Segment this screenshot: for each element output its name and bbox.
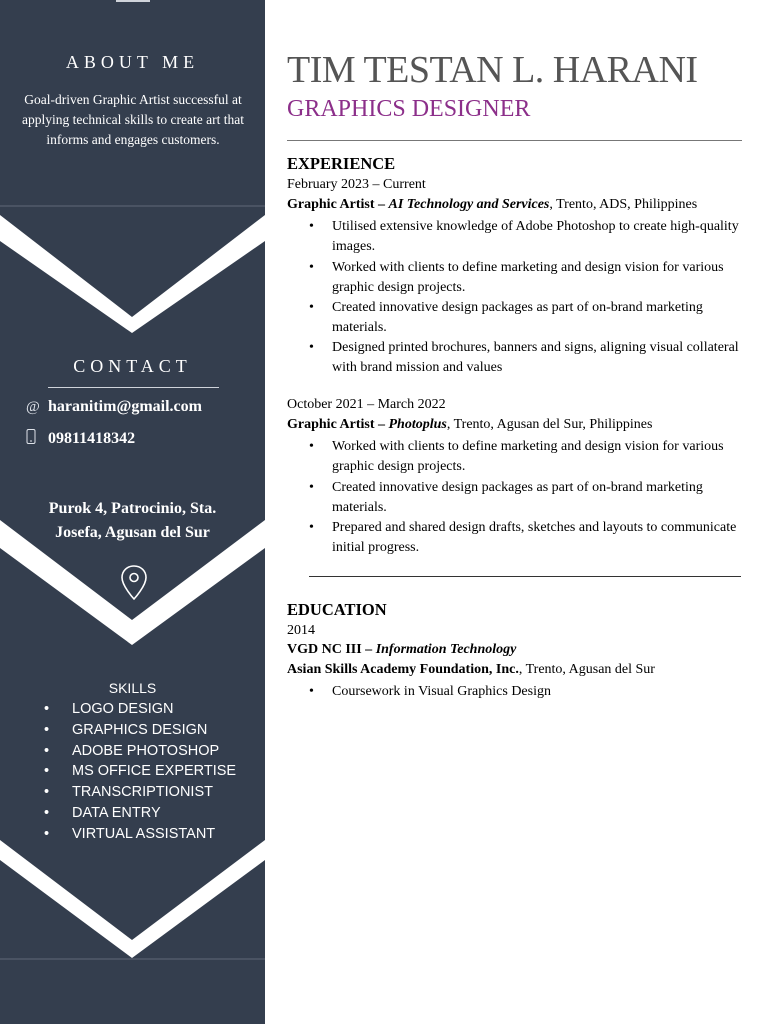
education-degree [287,642,516,658]
job-bullet: • Created innovative design packages as part of on-brand marketing materials. [309,298,741,338]
experience-heading: EXPERIENCE [287,154,396,173]
contact-title: CONTACT [73,356,192,376]
top-tab [116,0,150,2]
phone-text[interactable]: 09811418342 [48,430,136,447]
full-name: TIM TESTAN L. HARANI [287,49,698,91]
job-bullet: • Created innovative design packages as part of on-brand marketing materials. [309,478,741,518]
job-position: Graphic Artist – [287,417,389,432]
skills-list [44,699,236,845]
job-bullet: • Prepared and shared design drafts, sketches and layouts to communicate initial progress. [309,518,741,558]
job-title: GRAPHICS DESIGNER [287,96,531,122]
degree-field: Information Technology [375,642,517,657]
about-body: Goal-driven Graphic Artist successful at applying technical skills to create art that informs and engages customers. [22,92,244,147]
job-position: Graphic Artist – [287,197,389,212]
job-location: , Trento, Agusan del Sur, Philippines [446,417,653,432]
phone-icon [26,429,48,449]
skill-item: • VIRTUAL ASSISTANT [44,824,236,845]
location-pin-icon [119,564,149,602]
skills-title: SKILLS [108,680,157,696]
skill-item: • ADOBE PHOTOSHOP [44,741,236,762]
sidebar [0,0,265,1024]
contact-divider [48,387,219,388]
job-company: Photoplus [388,417,447,432]
at-icon: @ [26,398,40,415]
job-dates: February 2023 – Current [287,177,426,192]
school-location: , Trento, Agusan del Sur [518,662,655,677]
job-dates: October 2021 – March 2022 [287,397,446,412]
degree-name: VGD NC III – [287,642,376,657]
address-text: Purok 4, Patrocinio, Sta. Josefa, Agusan del Sur [48,500,217,541]
skill-item: • DATA ENTRY [44,803,236,824]
phone-row[interactable] [26,429,135,449]
email-text[interactable]: haranitim@gmail.com [48,398,202,415]
job-bullet: • Utilised extensive knowledge of Adobe Photoshop to create high-quality images. [309,217,741,257]
job-header [287,417,652,433]
skill-item: • TRANSCRIPTIONIST [44,782,236,803]
job-bullet: • Worked with clients to define marketing and design vision for various graphic design projects. [309,258,741,298]
school-name: Asian Skills Academy Foundation, Inc. [287,662,519,677]
education-school [287,662,655,678]
job-bullet: • Worked with clients to define marketing and design vision for various graphic design projects. [309,437,741,477]
email-row[interactable] [26,398,202,416]
job-bullet: • Designed printed brochures, banners and signs, aligning visual collateral with brand mission and values [309,338,741,378]
section-divider [309,576,741,577]
job-company: AI Technology and Services [388,197,550,212]
education-heading: EDUCATION [287,600,387,619]
chevron-divider [0,840,265,965]
header-divider [287,140,742,141]
job-header [287,197,697,213]
skill-item: • GRAPHICS DESIGN [44,720,236,741]
skill-item: • MS OFFICE EXPERTISE [44,761,236,782]
chevron-divider [0,205,265,335]
skill-item: • LOGO DESIGN [44,699,236,720]
about-title: ABOUT ME [65,52,200,72]
education-year: 2014 [287,623,315,638]
education-bullet: • Coursework in Visual Graphics Design [309,682,741,702]
job-location: , Trento, ADS, Philippines [549,197,698,212]
